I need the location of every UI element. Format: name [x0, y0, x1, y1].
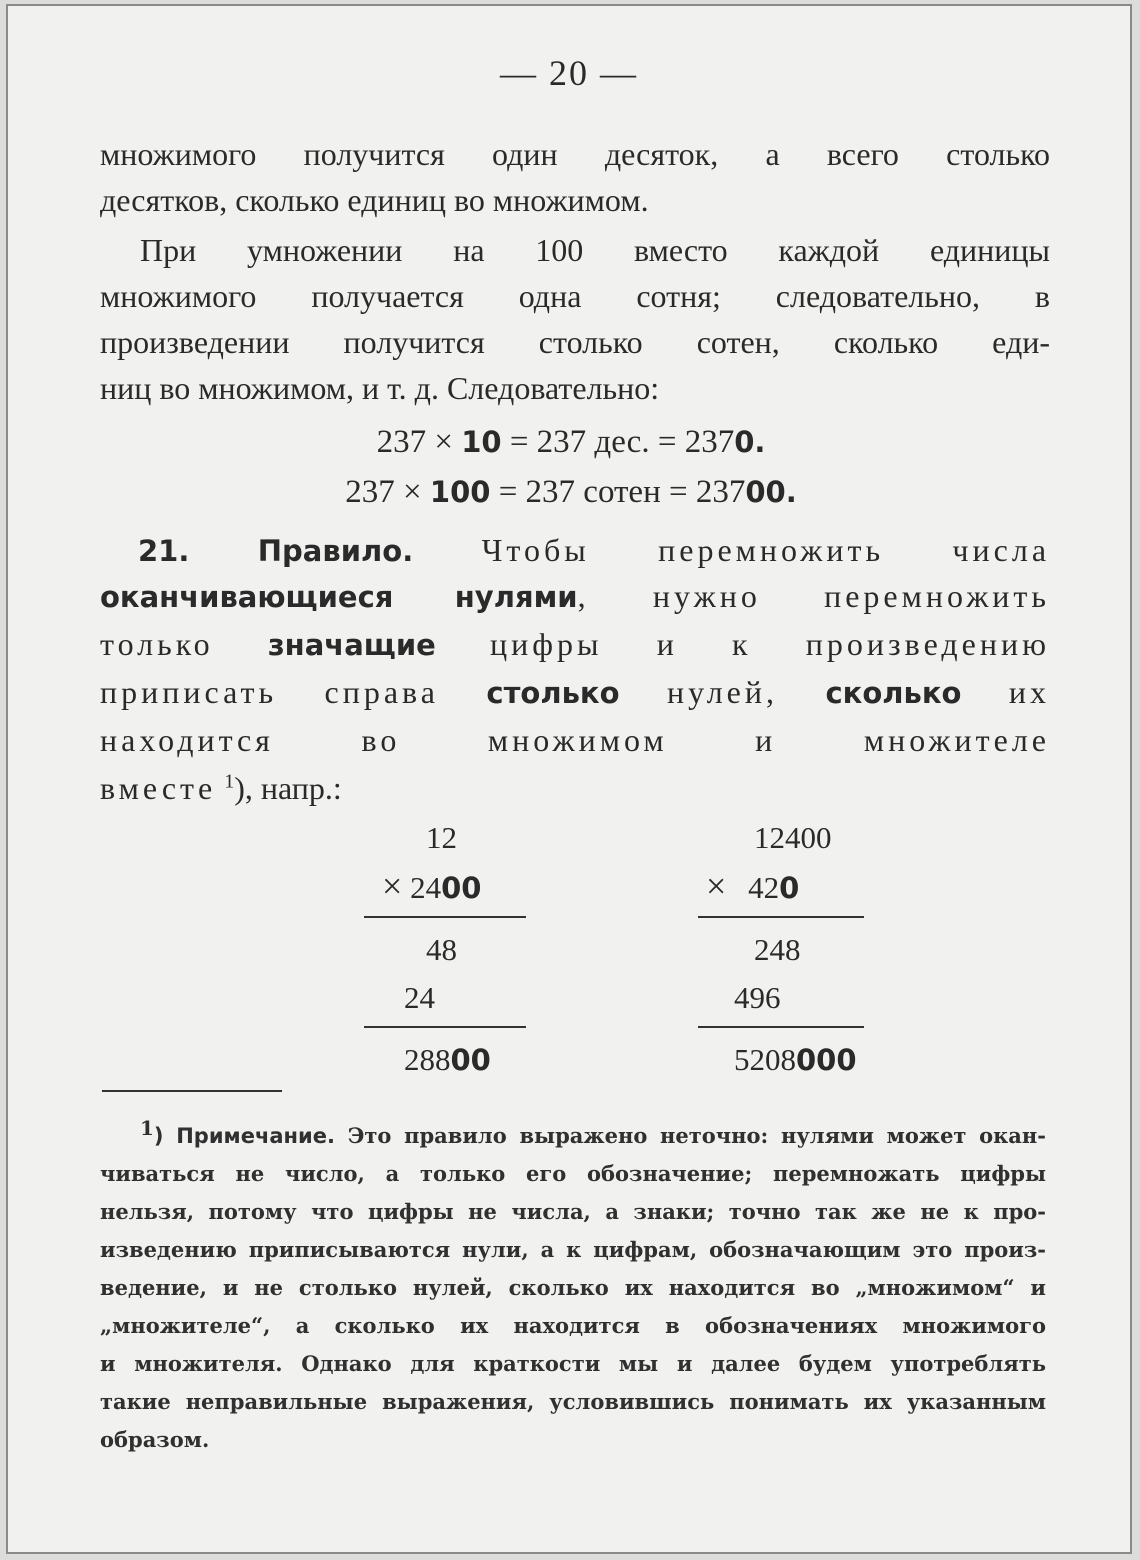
example2-result: 5208000 — [734, 1042, 857, 1077]
example1-multiplicand: 12 — [426, 820, 457, 855]
footnote-line-1: 1) Примечание. Это правило выражено неточно: нулями может окан- — [140, 1116, 1046, 1148]
rule-line-5: находится во множимом и множителе — [100, 722, 1050, 758]
example2-multiplier-row: × 420 — [706, 866, 800, 906]
example2-partial-1: 248 — [754, 932, 801, 967]
divider-line — [364, 916, 526, 918]
formula-equality: = 237 сотен = 237 — [498, 474, 746, 510]
page-number: — 20 — — [500, 53, 638, 93]
example2-multiplicand: 12400 — [754, 820, 832, 855]
footnote-line: „множителе“, а сколько их находится в обозначениях множимого — [100, 1313, 1046, 1338]
rule-number: 21. — [138, 534, 190, 568]
footnote-line: такие неправильные выражения, условившись понимать их указанным — [100, 1389, 1046, 1414]
example1-partial-2: 24 — [404, 980, 435, 1015]
divider-line — [698, 916, 864, 918]
footnote-line: образом. — [100, 1427, 210, 1452]
times-sign: × — [706, 866, 727, 906]
example1-partial-1: 48 — [426, 932, 457, 967]
formula-zeros-bold: 00. — [745, 475, 797, 509]
rule-line-1: 21. Правило. Чтобы перемножить числа — [138, 532, 1051, 568]
formula-2 — [8, 470, 1134, 514]
footnote-ref: 1 — [224, 770, 235, 793]
formula-1 — [8, 420, 1134, 464]
formula-operand-bold: 100 — [429, 475, 491, 509]
formula-operand: 237 — [376, 424, 427, 460]
bold-phrase: оканчивающиеся нулями — [100, 580, 578, 614]
bold-phrase: столько — [486, 676, 620, 710]
formula-equality: = 237 дес. = 237 — [509, 424, 735, 460]
text-line: При умножении на 100 вместо каждой единицы — [140, 232, 1050, 268]
times-sign: × — [403, 474, 422, 510]
text-line: множимого получается одна сотня; следовательно, в — [100, 278, 1050, 314]
divider-line — [698, 1026, 864, 1028]
text-line: произведении получится столько сотен, сколько еди- — [100, 324, 1050, 360]
footnote-line: ведение, и не столько нулей, сколько их находится во „множимом“ и — [100, 1275, 1046, 1300]
footnote-marker: 1 — [140, 1116, 154, 1140]
rule-line-4: приписать справа столько нулей, сколько их — [100, 674, 1051, 710]
times-sign: × — [434, 424, 453, 460]
bold-phrase: значащие — [267, 628, 436, 662]
rule-line-2: оканчивающиеся нулями, нужно перемножить — [100, 578, 1050, 614]
footnote-line: нельзя, потому что цифры не числа, а знаки; точно так же не к про- — [100, 1199, 1046, 1224]
rule-line-6: вместе $^1$), напр.: — [100, 770, 342, 806]
formula-operand: 237 — [345, 474, 395, 510]
footnote-line: чиваться не число, а только его обозначение; перемножать цифры — [100, 1161, 1046, 1186]
footnote-line: и множителя. Однако для краткости мы и далее будем употреблять — [100, 1351, 1046, 1376]
book-page — [6, 4, 1132, 1554]
footnote-separator — [102, 1090, 282, 1092]
example2-partial-2: 496 — [734, 980, 781, 1015]
bold-phrase: сколько — [825, 676, 962, 710]
text-line: множимого получится один десяток, а всего столько — [100, 136, 1050, 172]
formula-operand-bold: 10 — [461, 425, 502, 459]
rule-title: Правило. — [257, 534, 414, 568]
formula-zeros-bold: 0. — [734, 425, 766, 459]
divider-line — [364, 1026, 526, 1028]
example1-multiplier-row: × 2400 — [382, 866, 482, 906]
text-line: ниц во множимом, и т. д. Следовательно: — [100, 370, 660, 406]
times-sign: × — [382, 866, 403, 906]
rule-line-3: только значащие цифры и к произведению — [100, 626, 1051, 662]
example1-result: 28800 — [404, 1042, 491, 1077]
footnote-line: изведению приписываются нули, а к цифрам, обозначающим это произ- — [100, 1237, 1046, 1262]
text-line: десятков, сколько единиц во множимом. — [100, 182, 649, 218]
